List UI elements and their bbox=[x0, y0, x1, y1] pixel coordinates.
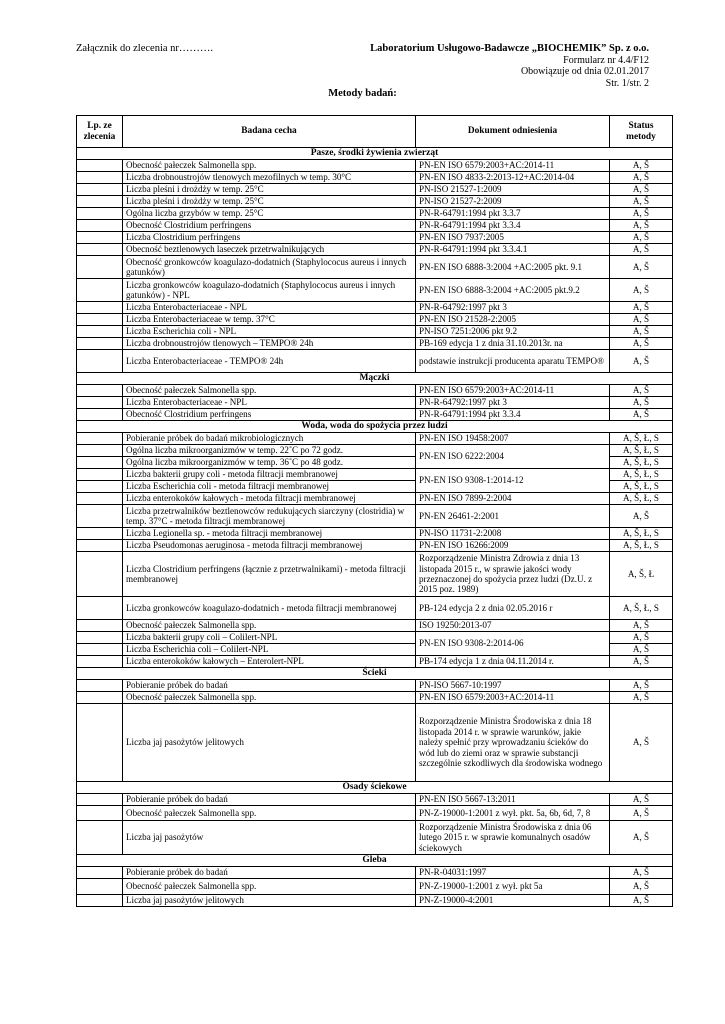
status-cell: A, Š, Ł bbox=[610, 552, 673, 597]
feature-cell: Liczba Clostridium perfringens bbox=[123, 232, 416, 244]
table-row bbox=[77, 879, 673, 895]
lp-cell[interactable] bbox=[77, 794, 123, 806]
status-cell: A, Š bbox=[610, 220, 673, 232]
status-cell: A, Š bbox=[610, 184, 673, 196]
category-row bbox=[77, 668, 673, 680]
status-cell: A, Š bbox=[610, 256, 673, 279]
status-cell: A, Š bbox=[610, 794, 673, 806]
feature-cell: Obecność pałeczek Salmonella spp. bbox=[123, 620, 416, 632]
table-row bbox=[77, 445, 673, 457]
column-header-feature: Badana cecha bbox=[123, 116, 416, 148]
document-cell: PN-EN ISO 6579:2003+AC:2014-11 bbox=[416, 692, 610, 704]
document-cell: PN-EN ISO 6888-3:2004 +AC:2005 pkt. 9.1 bbox=[416, 256, 610, 279]
table-row bbox=[77, 409, 673, 421]
status-cell: A, Š bbox=[610, 326, 673, 338]
document-cell: podstawie instrukcji producenta aparatu TEMPO® bbox=[416, 350, 610, 373]
lp-cell[interactable] bbox=[77, 256, 123, 279]
lp-cell[interactable] bbox=[77, 620, 123, 632]
status-cell: A, Š bbox=[610, 172, 673, 184]
status-cell: A, Š bbox=[610, 160, 673, 172]
lp-cell[interactable] bbox=[77, 481, 123, 493]
status-cell: A, Š bbox=[610, 656, 673, 668]
lp-cell[interactable] bbox=[77, 704, 123, 782]
status-cell: A, Š, Ł, S bbox=[610, 445, 673, 457]
table-row bbox=[77, 208, 673, 220]
status-cell: A, Š bbox=[610, 644, 673, 656]
category-row bbox=[77, 782, 673, 794]
attachment-label: Załącznik do zlecenia nr………. bbox=[76, 43, 214, 54]
status-cell: A, Š bbox=[610, 314, 673, 326]
document-cell: PN-Z-19000-1:2001 z wył. pkt 5a bbox=[416, 879, 610, 895]
lp-cell[interactable] bbox=[77, 314, 123, 326]
feature-cell: Ogólna liczba mikroorganizmów w temp. 36˚C po 48 godz. bbox=[123, 457, 416, 469]
feature-cell: Liczba Escherichia coli – Colilert-NPL bbox=[123, 644, 416, 656]
lp-cell[interactable] bbox=[77, 895, 123, 907]
document-cell: PN-ISO 7251:2006 pkt 9.2 bbox=[416, 326, 610, 338]
table-row bbox=[77, 172, 673, 184]
lp-cell[interactable] bbox=[77, 528, 123, 540]
table-row bbox=[77, 632, 673, 644]
methods-table bbox=[76, 115, 673, 907]
lp-cell[interactable] bbox=[77, 821, 123, 855]
document-cell: PN-Z-19000-4:2001 bbox=[416, 895, 610, 907]
page-title: Metody badań: bbox=[328, 88, 397, 99]
lp-cell[interactable] bbox=[77, 867, 123, 879]
status-cell: A, Š bbox=[610, 505, 673, 528]
table-row bbox=[77, 160, 673, 172]
status-cell: A, Š bbox=[610, 279, 673, 302]
feature-cell: Pobieranie próbek do badań bbox=[123, 794, 416, 806]
status-cell: A, Š bbox=[610, 338, 673, 350]
document-cell: PN-EN ISO 5667-13:2011 bbox=[416, 794, 610, 806]
feature-cell: Liczba enterokoków kałowych – Enterolert-NPL bbox=[123, 656, 416, 668]
category-row bbox=[77, 855, 673, 867]
document-cell: Rozporządzenie Ministra Zdrowia z dnia 13 listopada 2015 r., w sprawie jakości wody przeznaczonej do spożycia przez ludzi (Dz.U. z 2015 poz. 1989) bbox=[416, 552, 610, 597]
status-cell: A, Š bbox=[610, 232, 673, 244]
category-sludge: Osady ściekowe bbox=[77, 782, 673, 794]
lp-cell[interactable] bbox=[77, 552, 123, 597]
document-cell: PN-R-64791:1994 pkt 3.3.4.1 bbox=[416, 244, 610, 256]
document-cell: PN-EN ISO 9308-1:2014-12 bbox=[416, 469, 610, 493]
feature-cell: Obecność pałeczek Salmonella spp. bbox=[123, 385, 416, 397]
feature-cell: Liczba jaj pasożytów jelitowych bbox=[123, 704, 416, 782]
feature-cell: Pobieranie próbek do badań bbox=[123, 680, 416, 692]
category-row bbox=[77, 373, 673, 385]
status-cell: A, Š bbox=[610, 806, 673, 821]
table-row bbox=[77, 597, 673, 620]
document-cell: Rozporządzenie Ministra Środowiska z dnia 18 listopada 2014 r. w sprawie warunków, jakie należy spełnić przy wprowadzaniu ścieków do wód lub do ziemi oraz w sprawie substancji szczególnie szkodliwych dla środowiska wodnego bbox=[416, 704, 610, 782]
lp-cell[interactable] bbox=[77, 597, 123, 620]
document-cell: PN-R-64791:1994 pkt 3.3.7 bbox=[416, 208, 610, 220]
table-row bbox=[77, 256, 673, 279]
feature-cell: Liczba pleśni i drożdży w temp. 25°C bbox=[123, 196, 416, 208]
status-cell: A, Š bbox=[610, 385, 673, 397]
document-cell: PN-R-64791:1994 pkt 3.3.4 bbox=[416, 409, 610, 421]
lp-cell[interactable] bbox=[77, 302, 123, 314]
feature-cell: Liczba drobnoustrojów tlenowych mezofilnych w temp. 30°C bbox=[123, 172, 416, 184]
table-row bbox=[77, 397, 673, 409]
table-row bbox=[77, 385, 673, 397]
document-cell: ISO 19250:2013-07 bbox=[416, 620, 610, 632]
lp-cell[interactable] bbox=[77, 184, 123, 196]
document-cell: PB-169 edycja 1 z dnia 31.10.2013r. na bbox=[416, 338, 610, 350]
document-cell: PN-EN ISO 7899-2:2004 bbox=[416, 493, 610, 505]
status-cell: A, Š bbox=[610, 244, 673, 256]
feature-cell: Liczba Enterobacteriaceae - TEMPO® 24h bbox=[123, 350, 416, 373]
table-row bbox=[77, 469, 673, 481]
feature-cell: Liczba jaj pasożytów jelitowych bbox=[123, 895, 416, 907]
document-cell: PN-EN ISO 9308-2:2014-06 bbox=[416, 632, 610, 656]
document-cell: PN-ISO 11731-2:2008 bbox=[416, 528, 610, 540]
status-cell: A, Š, Ł, S bbox=[610, 540, 673, 552]
feature-cell: Liczba gronkowców koagulazo-dodatnich (Staphylococus aureus i innych gatunków) - NPL bbox=[123, 279, 416, 302]
lp-cell[interactable] bbox=[77, 196, 123, 208]
feature-cell: Liczba bakterii grupy coli - metoda filtracji membranowej bbox=[123, 469, 416, 481]
feature-cell: Liczba przetrwalników beztlenowców redukujących siarczyny (clostridia) w temp. 37°C - metoda filtracji membranowej bbox=[123, 505, 416, 528]
lp-cell[interactable] bbox=[77, 656, 123, 668]
feature-cell: Obecność Clostridium perfringens bbox=[123, 220, 416, 232]
lp-cell[interactable] bbox=[77, 433, 123, 445]
document-header bbox=[370, 43, 649, 89]
document-cell: PN-ISO 21527-2:2009 bbox=[416, 196, 610, 208]
document-cell: PN-EN ISO 7937:2005 bbox=[416, 232, 610, 244]
lp-cell[interactable] bbox=[77, 540, 123, 552]
document-cell: PB-174 edycja 1 z dnia 04.11.2014 r. bbox=[416, 656, 610, 668]
feature-cell: Obecność gronkowców koagulazo-dodatnich (Staphylococus aureus i innych gatunków) bbox=[123, 256, 416, 279]
feature-cell: Liczba bakterii grupy coli – Colilert-NPL bbox=[123, 632, 416, 644]
document-cell: PN-EN ISO 6579:2003+AC:2014-11 bbox=[416, 385, 610, 397]
document-cell: PN-EN ISO 19458:2007 bbox=[416, 433, 610, 445]
status-cell: A, Š, Ł, S bbox=[610, 457, 673, 469]
table-row bbox=[77, 692, 673, 704]
document-cell: PN-EN ISO 4833-2:2013-12+AC:2014-04 bbox=[416, 172, 610, 184]
form-number: Formularz nr 4.4/F12 bbox=[563, 54, 649, 66]
lp-cell[interactable] bbox=[77, 493, 123, 505]
page-number: Str. 1/str. 2 bbox=[605, 77, 649, 89]
status-cell: A, Š bbox=[610, 867, 673, 879]
document-cell: PN-ISO 5667-10:1997 bbox=[416, 680, 610, 692]
feature-cell: Liczba Escherichia coli - NPL bbox=[123, 326, 416, 338]
lp-cell[interactable] bbox=[77, 279, 123, 302]
status-cell: A, Š bbox=[610, 704, 673, 782]
table-row bbox=[77, 794, 673, 806]
document-cell: PN-EN ISO 6579:2003+AC:2014-11 bbox=[416, 160, 610, 172]
status-cell: A, Š bbox=[610, 895, 673, 907]
feature-cell: Liczba enterokoków kałowych - metoda filtracji membranowej bbox=[123, 493, 416, 505]
valid-from: Obowiązuje od dnia 02.01.2017 bbox=[520, 66, 649, 77]
feature-cell: Obecność Clostridium perfringens bbox=[123, 409, 416, 421]
lp-cell[interactable] bbox=[77, 220, 123, 232]
table-row bbox=[77, 220, 673, 232]
table-row bbox=[77, 338, 673, 350]
category-water: Woda, woda do spożycia przez ludzi bbox=[77, 421, 673, 433]
status-cell: A, Š bbox=[610, 821, 673, 855]
status-cell: A, Š, Ł, S bbox=[610, 597, 673, 620]
lp-cell[interactable] bbox=[77, 397, 123, 409]
document-cell: PN-R-64792:1997 pkt 3 bbox=[416, 302, 610, 314]
table-row bbox=[77, 552, 673, 597]
feature-cell: Liczba Clostridium perfringens (łącznie z przetrwalnikami) - metoda filtracji membranowej bbox=[123, 552, 416, 597]
status-cell: A, Š bbox=[610, 208, 673, 220]
status-cell: A, Š, Ł, S bbox=[610, 481, 673, 493]
category-row bbox=[77, 421, 673, 433]
feature-cell: Liczba Enterobacteriaceae - NPL bbox=[123, 302, 416, 314]
status-cell: A, Š bbox=[610, 350, 673, 373]
table-row bbox=[77, 821, 673, 855]
status-cell: A, Š, Ł, S bbox=[610, 493, 673, 505]
table-row bbox=[77, 314, 673, 326]
lp-cell[interactable] bbox=[77, 350, 123, 373]
table-row bbox=[77, 704, 673, 782]
table-row bbox=[77, 505, 673, 528]
lp-cell[interactable] bbox=[77, 160, 123, 172]
document-cell: PN-EN ISO 6222:2004 bbox=[416, 445, 610, 469]
feature-cell: Pobieranie próbek do badań bbox=[123, 867, 416, 879]
table-row bbox=[77, 196, 673, 208]
category-flour: Mączki bbox=[77, 373, 673, 385]
status-cell: A, Š, Ł, S bbox=[610, 528, 673, 540]
feature-cell: Obecność pałeczek Salmonella spp. bbox=[123, 692, 416, 704]
table-row bbox=[77, 244, 673, 256]
lp-cell[interactable] bbox=[77, 244, 123, 256]
feature-cell: Liczba drobnoustrojów tlenowych – TEMPO® 24h bbox=[123, 338, 416, 350]
feature-cell: Liczba Legionella sp. - metoda filtracji membranowej bbox=[123, 528, 416, 540]
table-row bbox=[77, 540, 673, 552]
lp-cell[interactable] bbox=[77, 879, 123, 895]
table-header-row bbox=[77, 116, 673, 148]
feature-cell: Liczba Escherichia coli - metoda filtracji membranowej bbox=[123, 481, 416, 493]
table-row bbox=[77, 350, 673, 373]
document-cell: PN-R-04031:1997 bbox=[416, 867, 610, 879]
status-cell: A, Š bbox=[610, 632, 673, 644]
lp-cell[interactable] bbox=[77, 172, 123, 184]
table-row bbox=[77, 528, 673, 540]
feature-cell: Liczba pleśni i drożdży w temp. 25°C bbox=[123, 184, 416, 196]
category-sewage: Ścieki bbox=[77, 668, 673, 680]
table-row bbox=[77, 302, 673, 314]
table-row bbox=[77, 184, 673, 196]
table-row bbox=[77, 232, 673, 244]
status-cell: A, Š, Ł, S bbox=[610, 433, 673, 445]
document-cell: PN-EN 26461-2:2001 bbox=[416, 505, 610, 528]
status-cell: A, Š bbox=[610, 397, 673, 409]
feature-cell: Ogólna liczba grzybów w temp. 25°C bbox=[123, 208, 416, 220]
feature-cell: Pobieranie próbek do badań mikrobiologicznych bbox=[123, 433, 416, 445]
document-cell: PN-EN ISO 21528-2:2005 bbox=[416, 314, 610, 326]
lp-cell[interactable] bbox=[77, 457, 123, 469]
table-row bbox=[77, 895, 673, 907]
status-cell: A, Š, Ł, S bbox=[610, 469, 673, 481]
feature-cell: Liczba Enterobacteriaceae w temp. 37°C bbox=[123, 314, 416, 326]
status-cell: A, Š bbox=[610, 196, 673, 208]
column-header-document: Dokument odniesienia bbox=[416, 116, 610, 148]
column-header-status: Status metody bbox=[610, 116, 673, 148]
table-row bbox=[77, 867, 673, 879]
document-cell: PN-EN ISO 16266:2009 bbox=[416, 540, 610, 552]
document-cell: Rozporządzenie Ministra Środowiska z dnia 06 lutego 2015 r. w sprawie komunalnych osadów ściekowych bbox=[416, 821, 610, 855]
lp-cell[interactable] bbox=[77, 644, 123, 656]
lp-cell[interactable] bbox=[77, 385, 123, 397]
table-row bbox=[77, 680, 673, 692]
category-row bbox=[77, 148, 673, 160]
lp-cell[interactable] bbox=[77, 692, 123, 704]
document-cell: PN-R-64792:1997 pkt 3 bbox=[416, 397, 610, 409]
lp-cell[interactable] bbox=[77, 208, 123, 220]
document-cell: PB-124 edycja 2 z dnia 02.05.2016 r bbox=[416, 597, 610, 620]
lp-cell[interactable] bbox=[77, 632, 123, 644]
lp-cell[interactable] bbox=[77, 469, 123, 481]
document-cell: PN-EN ISO 6888-3:2004 +AC:2005 pkt.9.2 bbox=[416, 279, 610, 302]
feature-cell: Obecność pałeczek Salmonella spp. bbox=[123, 806, 416, 821]
lp-cell[interactable] bbox=[77, 409, 123, 421]
status-cell: A, Š bbox=[610, 879, 673, 895]
table-row bbox=[77, 279, 673, 302]
document-cell: PN-Z-19000-1:2001 z wył. pkt. 5a, 6b, 6d, 7, 8 bbox=[416, 806, 610, 821]
status-cell: A, Š bbox=[610, 620, 673, 632]
feature-cell: Obecność beztlenowych laseczek przetrwalnikujących bbox=[123, 244, 416, 256]
status-cell: A, Š bbox=[610, 409, 673, 421]
lp-cell[interactable] bbox=[77, 326, 123, 338]
lp-cell[interactable] bbox=[77, 505, 123, 528]
table-row bbox=[77, 620, 673, 632]
column-header-lp: Lp. ze zlecenia bbox=[77, 116, 123, 148]
document-cell: PN-ISO 21527-1:2009 bbox=[416, 184, 610, 196]
status-cell: A, Š bbox=[610, 302, 673, 314]
lp-cell[interactable] bbox=[77, 445, 123, 457]
feature-cell: Liczba Enterobacteriaceae - NPL bbox=[123, 397, 416, 409]
table-row bbox=[77, 433, 673, 445]
category-food: Pasze, środki żywienia zwierząt bbox=[77, 148, 673, 160]
document-cell: PN-R-64791:1994 pkt 3.3.4 bbox=[416, 220, 610, 232]
status-cell: A, Š bbox=[610, 692, 673, 704]
lp-cell[interactable] bbox=[77, 680, 123, 692]
feature-cell: Liczba Pseudomonas aeruginosa - metoda filtracji membranowej bbox=[123, 540, 416, 552]
lp-cell[interactable] bbox=[77, 338, 123, 350]
lp-cell[interactable] bbox=[77, 232, 123, 244]
feature-cell: Obecność pałeczek Salmonella spp. bbox=[123, 879, 416, 895]
feature-cell: Obecność pałeczek Salmonella spp. bbox=[123, 160, 416, 172]
table-row bbox=[77, 656, 673, 668]
table-row bbox=[77, 326, 673, 338]
feature-cell: Ogólna liczba mikroorganizmów w temp. 22˚C po 72 godz. bbox=[123, 445, 416, 457]
feature-cell: Liczba jaj pasożytów bbox=[123, 821, 416, 855]
feature-cell: Liczba gronkowców koagulazo-dodatnich - metoda filtracji membranowej bbox=[123, 597, 416, 620]
category-soil: Gleba bbox=[77, 855, 673, 867]
lab-name: Laboratorium Usługowo-Badawcze „BIOCHEMIK” Sp. z o.o. bbox=[370, 43, 649, 54]
lp-cell[interactable] bbox=[77, 806, 123, 821]
status-cell: A, Š bbox=[610, 680, 673, 692]
table-row bbox=[77, 493, 673, 505]
table-row bbox=[77, 806, 673, 821]
